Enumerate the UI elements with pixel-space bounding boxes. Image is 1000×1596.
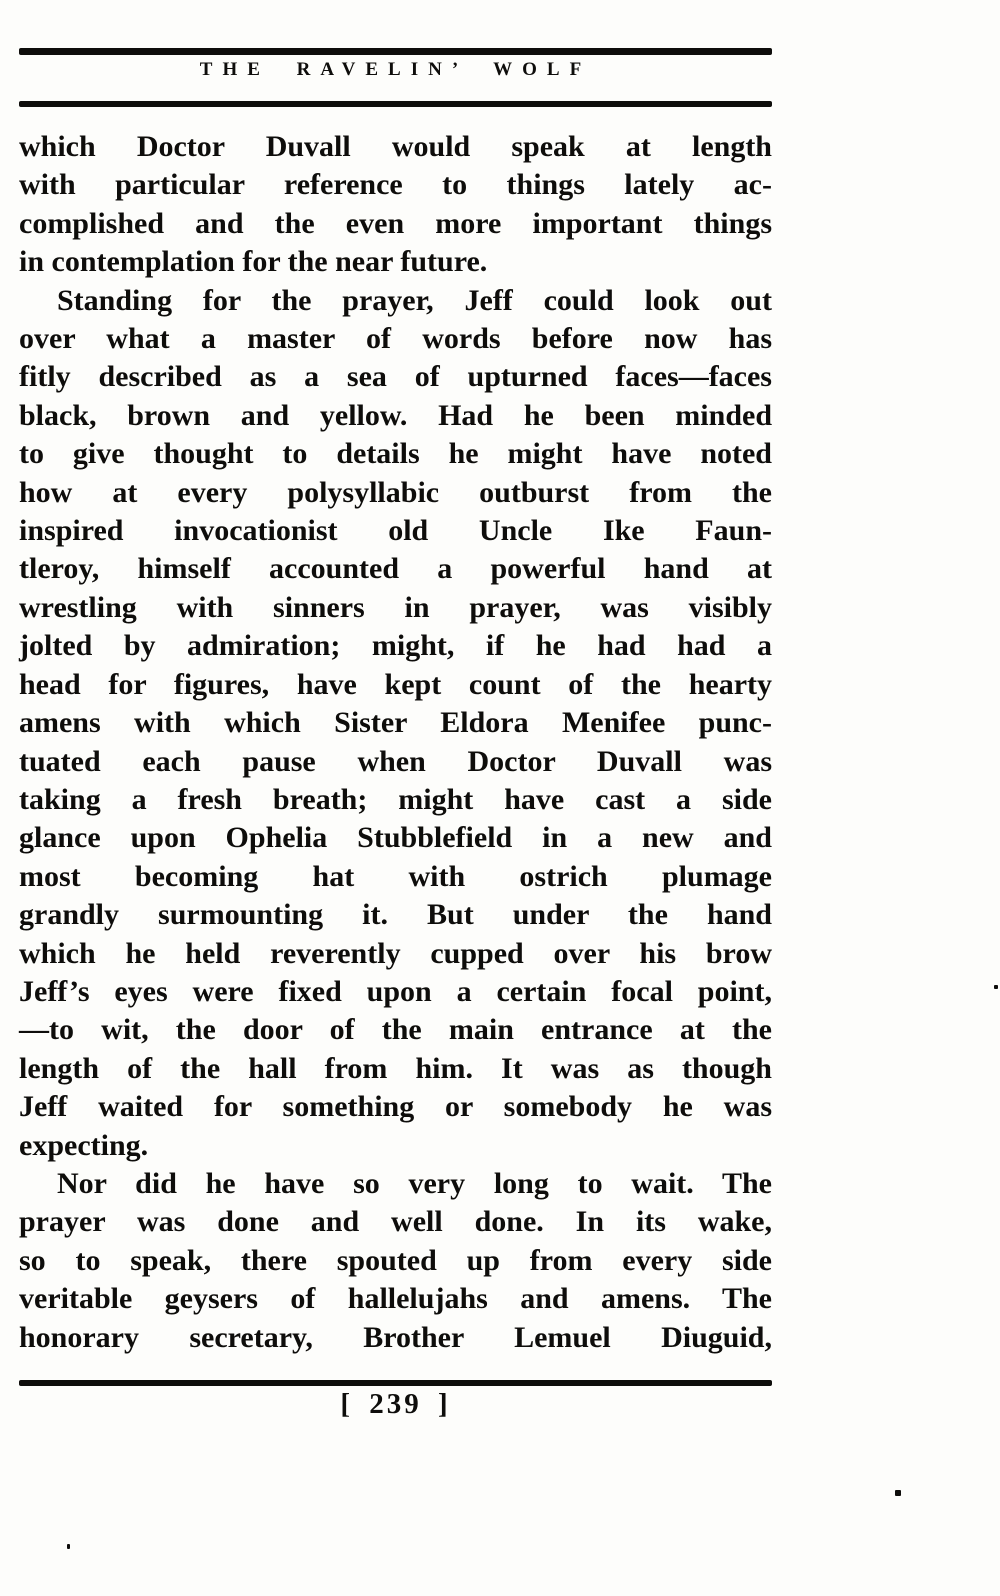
text-line: glance upon Ophelia Stubblefield in a new and xyxy=(19,821,772,855)
text-line: head for figures, have kept count of the hearty xyxy=(19,667,772,701)
text-line: prayer was done and well done. In its wake, xyxy=(19,1205,772,1239)
text-line: which Doctor Duvall would speak at length xyxy=(19,130,772,163)
text-line: expecting. xyxy=(19,1128,149,1162)
text-line: Standing for the prayer, Jeff could look out xyxy=(57,283,772,317)
print-speck xyxy=(895,1490,901,1496)
text-line: —to wit, the door of the main entrance at the xyxy=(19,1013,772,1047)
page-number: [ 239 ] xyxy=(340,1388,451,1420)
text-line: taking a fresh breath; might have cast a side xyxy=(19,782,772,816)
header-rule-top xyxy=(19,48,772,55)
text-line: veritable geysers of hallelujahs and amens. The xyxy=(19,1282,772,1316)
text-line: length of the hall from him. It was as though xyxy=(19,1051,772,1085)
text-line: inspired invocationist old Uncle Ike Faun- xyxy=(19,514,772,548)
text-line: over what a master of words before now has xyxy=(19,322,772,356)
text-line: jolted by admiration; might, if he had had a xyxy=(19,629,772,663)
text-line: Jeff waited for something or somebody he was xyxy=(19,1090,772,1124)
running-head-title: THE RAVELIN’ WOLF xyxy=(199,59,592,80)
text-line: with particular reference to things lately ac- xyxy=(19,168,772,202)
text-line: Nor did he have so very long to wait. The xyxy=(57,1166,772,1200)
text-line: to give thought to details he might have noted xyxy=(19,437,772,471)
print-speck xyxy=(994,985,998,989)
text-line: black, brown and yellow. Had he been minded xyxy=(19,398,772,432)
header-rule-bottom xyxy=(19,101,772,107)
text-line: in contemplation for the near future. xyxy=(19,245,488,279)
text-line: which he held reverently cupped over his brow xyxy=(19,936,772,970)
text-line: so to speak, there spouted up from every side xyxy=(19,1243,772,1277)
text-line: wrestling with sinners in prayer, was visibly xyxy=(19,590,772,624)
text-line: complished and the even more important things xyxy=(19,206,772,240)
body-text xyxy=(19,128,772,1357)
text-line: most becoming hat with ostrich plumage xyxy=(19,859,772,893)
text-line: Jeff’s eyes were fixed upon a certain focal point, xyxy=(19,974,772,1008)
text-line: tuated each pause when Doctor Duvall was xyxy=(19,744,772,778)
text-line: tleroy, himself accounted a powerful hand at xyxy=(19,552,772,586)
text-line: grandly surmounting it. But under the hand xyxy=(19,898,772,932)
text-line: amens with which Sister Eldora Menifee punc- xyxy=(19,706,772,740)
print-speck xyxy=(67,1544,70,1549)
footer-rule xyxy=(19,1380,772,1386)
text-line: honorary secretary, Brother Lemuel Diuguid, xyxy=(19,1320,772,1354)
text-line: how at every polysyllabic outburst from the xyxy=(19,475,772,509)
text-line: fitly described as a sea of upturned faces—faces xyxy=(19,360,772,394)
